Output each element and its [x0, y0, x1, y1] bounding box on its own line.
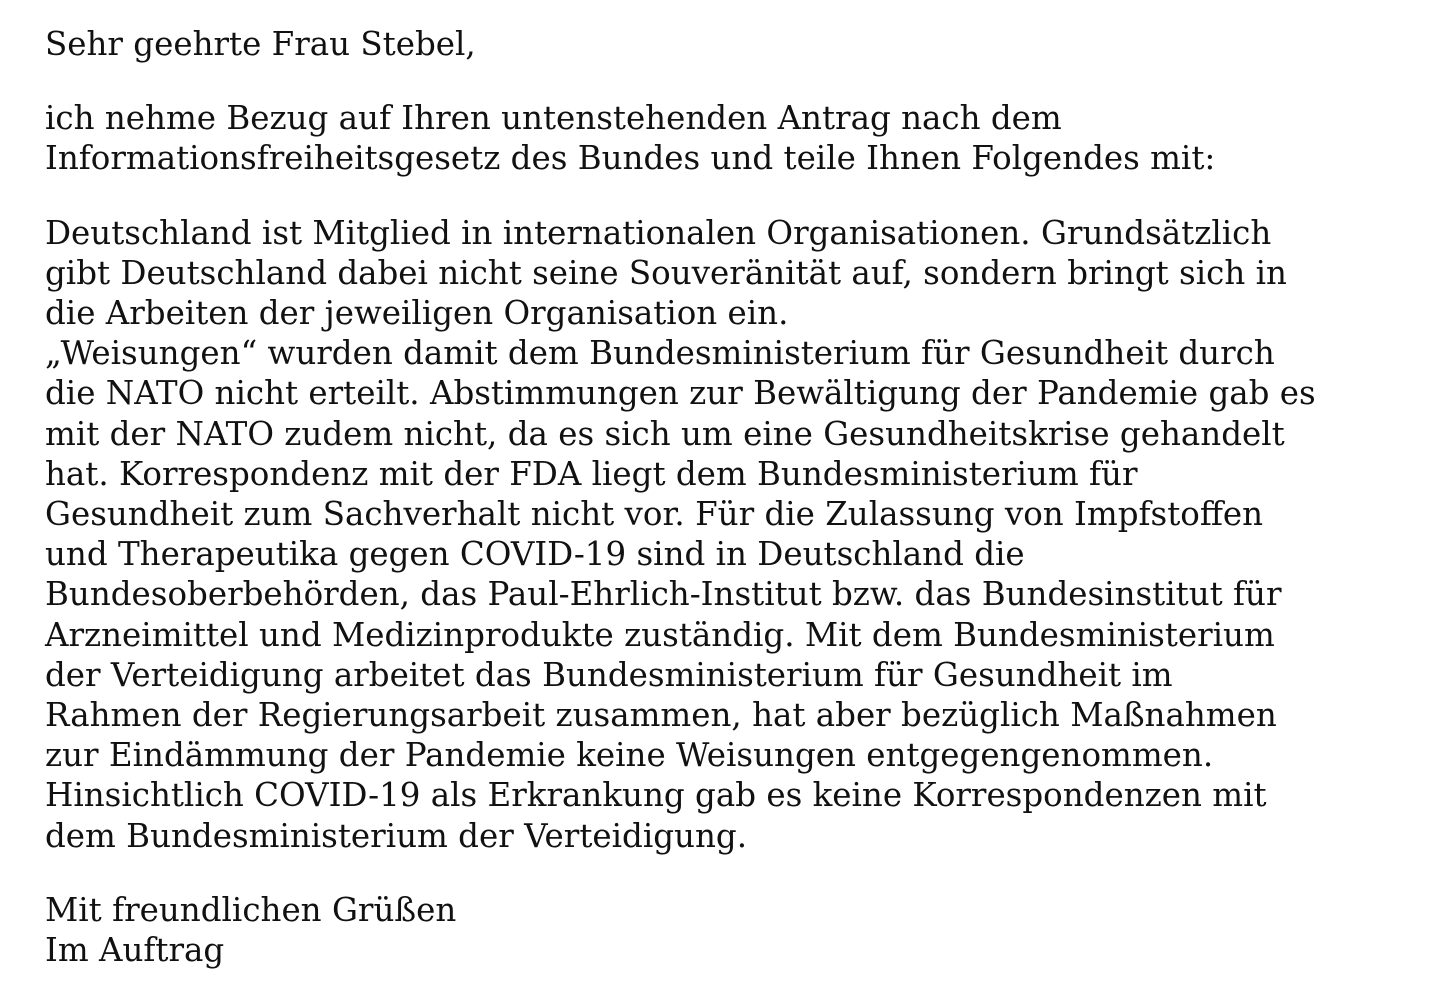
body-line: und Therapeutika gegen COVID-19 sind in Deutschland die	[45, 535, 1025, 574]
body-line: zur Eindämmung der Pandemie keine Weisungen entgegengenommen.	[45, 736, 1214, 775]
body-line: Bundesoberbehörden, das Paul-Ehrlich-Institut bzw. das Bundesinstitut für	[45, 575, 1282, 614]
letter-document	[45, 24, 1440, 970]
body-line: der Verteidigung arbeitet das Bundesministerium für Gesundheit im	[45, 655, 1173, 694]
salutation: Sehr geehrte Frau Stebel,	[45, 25, 476, 63]
body-line: Hinsichtlich COVID-19 als Erkrankung gab es keine Korrespondenzen mit	[45, 776, 1267, 815]
body-line: die NATO nicht erteilt. Abstimmungen zur Bewältigung der Pandemie gab es	[45, 374, 1316, 413]
body-paragraph	[45, 213, 1440, 856]
body-line: dem Bundesministerium der Verteidigung.	[45, 816, 748, 855]
body-line: Deutschland ist Mitglied in internationalen Organisationen. Grundsätzlich	[45, 213, 1272, 252]
body-line: Rahmen der Regierungsarbeit zusammen, hat aber bezüglich Maßnahmen	[45, 696, 1277, 735]
body-line: hat. Korrespondenz mit der FDA liegt dem Bundesministerium für	[45, 454, 1138, 493]
body-line: „Weisungen“ wurden damit dem Bundesministerium für Gesundheit durch	[45, 334, 1275, 373]
body-line: Gesundheit zum Sachverhalt nicht vor. Für die Zulassung von Impfstoffen	[45, 495, 1264, 534]
closing	[45, 890, 1440, 970]
intro-line: Informationsfreiheitsgesetz des Bundes und teile Ihnen Folgendes mit:	[45, 139, 1216, 178]
intro-paragraph	[45, 98, 1440, 178]
closing-line: Im Auftrag	[45, 931, 225, 970]
closing-line: Mit freundlichen Grüßen	[45, 890, 457, 929]
intro-line: ich nehme Bezug auf Ihren untenstehenden Antrag nach dem	[45, 99, 1062, 138]
body-line: die Arbeiten der jeweiligen Organisation ein.	[45, 294, 789, 333]
body-line: Arzneimittel und Medizinprodukte zuständig. Mit dem Bundesministerium	[45, 615, 1275, 654]
body-line: mit der NATO zudem nicht, da es sich um eine Gesundheitskrise gehandelt	[45, 414, 1285, 453]
body-line: gibt Deutschland dabei nicht seine Souveränität auf, sondern bringt sich in	[45, 253, 1287, 292]
